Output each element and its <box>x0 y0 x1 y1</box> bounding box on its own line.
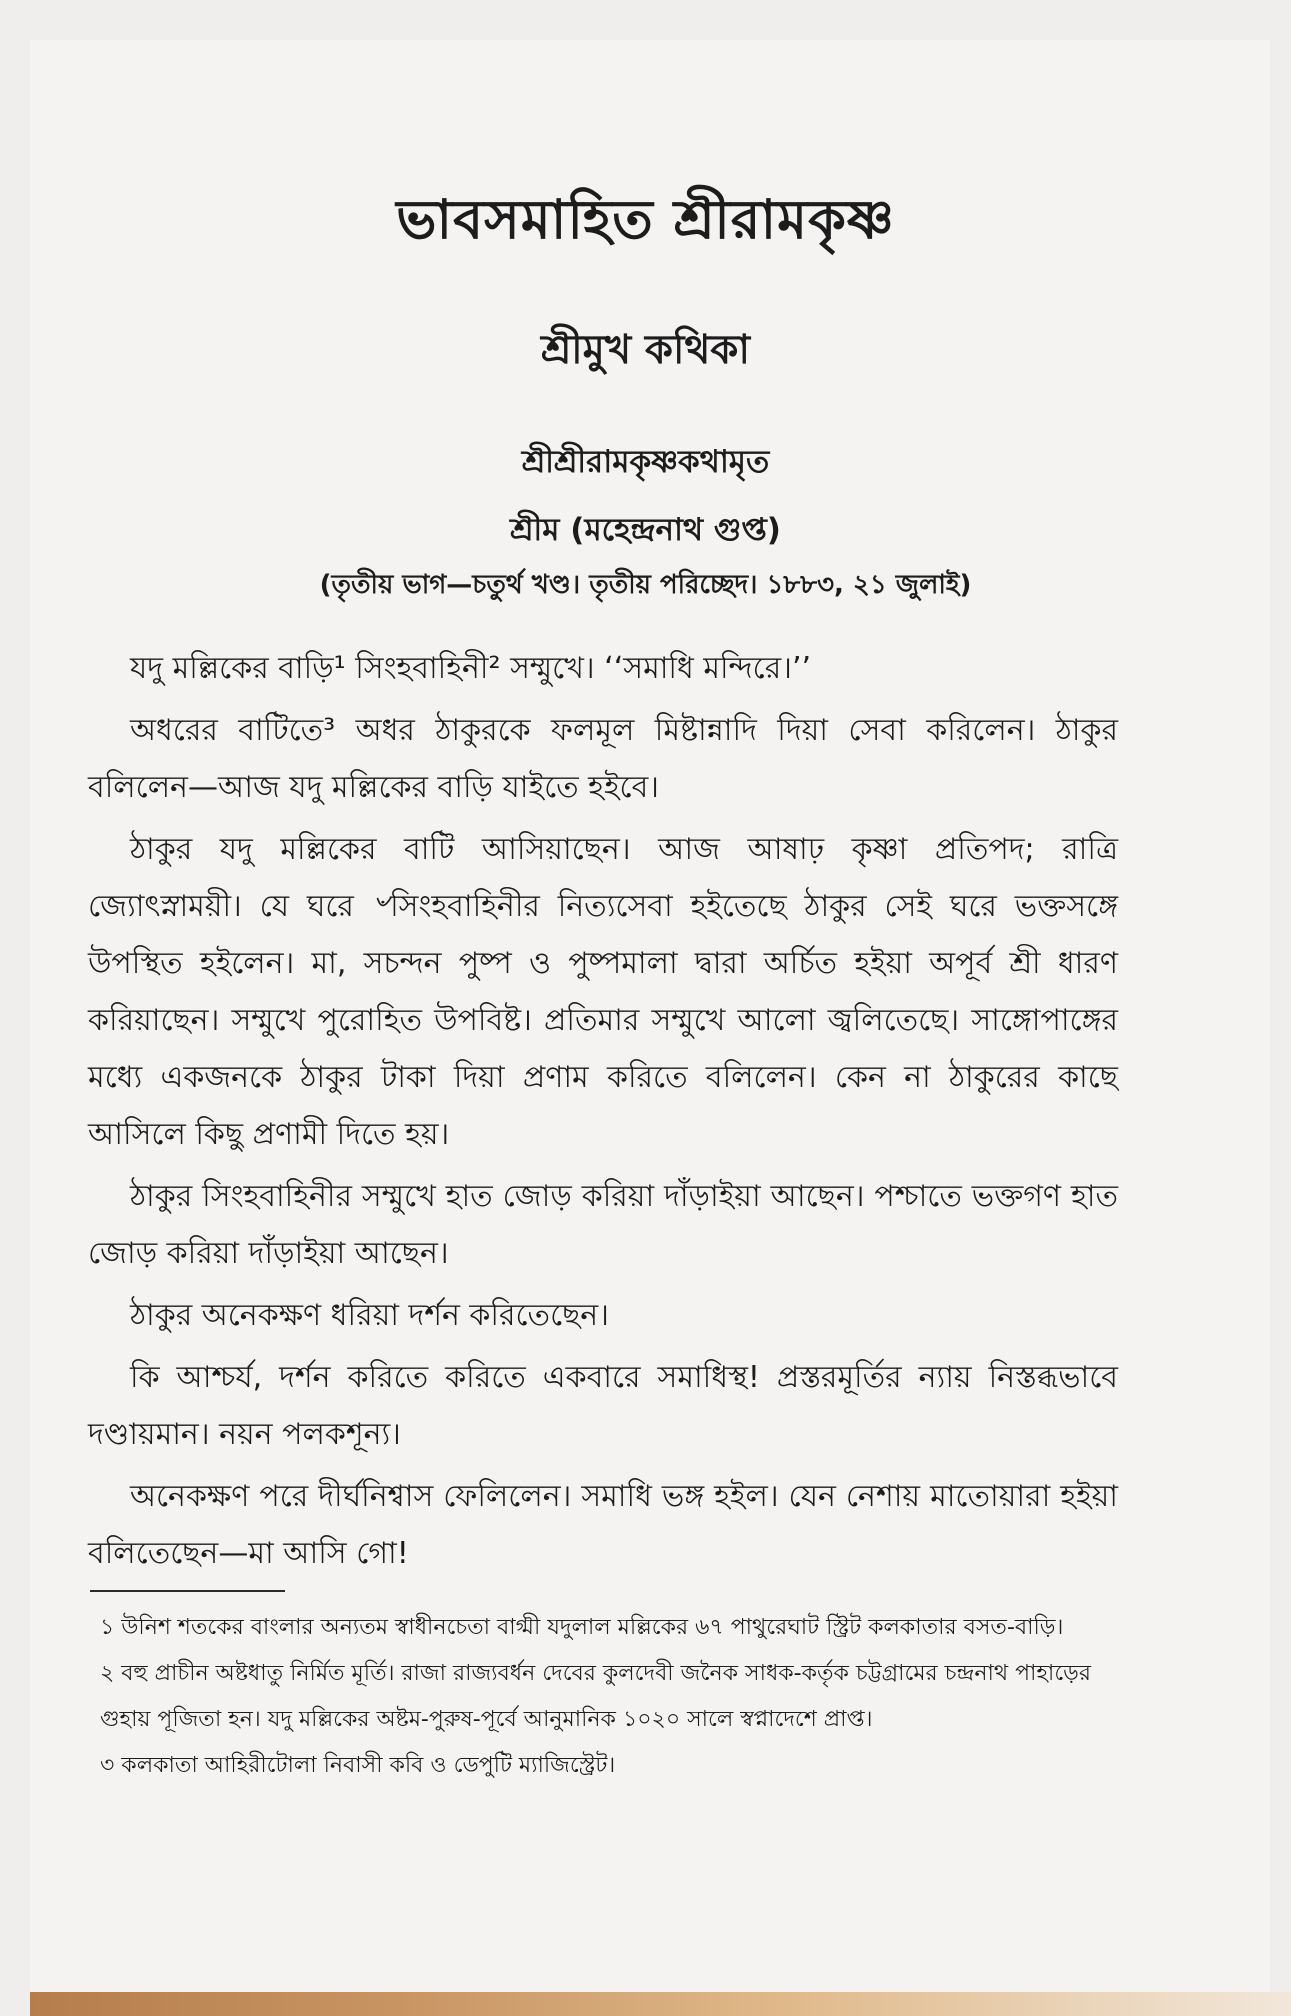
paragraph: অধরের বাটিতে³ অধর ঠাকুরকে ফলমূল মিষ্টান্নাদি দিয়া সেবা করিলেন। ঠাকুর বলিলেন—আজ যদু মল্লিকের বাড়ি যাইতে হইবে। <box>88 713 1118 805</box>
page-subtitle: শ্রীমুখ কথিকা <box>541 327 750 373</box>
footnote: ২ বহু প্রাচীন অষ্টধাতু নির্মিত মূর্তি। রাজা রাজ্যবর্ধন দেবের কুলদেবী জনৈক সাধক-কর্তৃক চট্টগ্রামের চন্দ্রনাথ পাহাড়ের গুহায় পূজিতা হন। যদু মল্লিকের অষ্টম-পুরুষ-পূর্বে আনুমানিক ১০২০ সালে স্বপ্নাদেশে প্রাপ্ত। <box>100 1661 1091 1732</box>
source-book-title: শ্রীশ্রীরামকৃষ্ণকথামৃত <box>521 444 770 480</box>
paragraph: যদু মল্লিকের বাড়ি¹ সিংহবাহিনী² সম্মুখে। ‘‘সমাধি মন্দিরে।’’ <box>130 651 812 686</box>
footnote: ১ উনিশ শতকের বাংলার অন্যতম স্বাধীনচেতা বাগ্মী যদুলাল মল্লিকের ৬৭ পাথুরেঘাট স্ট্রিট কলকাতার বসত-বাড়ি। <box>100 1615 1064 1640</box>
page-edge-strip <box>30 1992 1291 2016</box>
source-author: শ্রীম (মহেন্দ্রনাথ গুপ্ত) <box>510 512 781 548</box>
paragraph: ঠাকুর যদু মল্লিকের বাটি আসিয়াছেন। আজ আষাঢ় কৃষ্ণা প্রতিপদ; রাত্রি জ্যোৎস্নাময়ী। যে ঘরে ৺সিংহবাহিনীর নিত্যসেবা হইতেছে ঠাকুর সেই ঘরে ভক্তসঙ্গে উপস্থিত হইলেন। মা, সচন্দন পুষ্প ও পুষ্পমালা দ্বারা অর্চিত হইয়া অপূর্ব শ্রী ধারণ করিয়াছেন। সম্মুখে পুরোহিত উপবিষ্ট। প্রতিমার সম্মুখে আলো জ্বলিতেছে। সাঙ্গোপাঙ্গের মধ্যে একজনকে ঠাকুর টাকা দিয়া প্রণাম করিতে বলিলেন। কেন না ঠাকুরের কাছে আসিলে কিছু প্রণামী দিতে হয়। <box>88 832 1118 1152</box>
page-title: ভাবসমাহিত শ্রীরামকৃষ্ণ <box>396 188 895 251</box>
footnotes <box>100 1605 1140 1789</box>
paragraph: ঠাকুর সিংহবাহিনীর সম্মুখে হাত জোড় করিয়া দাঁড়াইয়া আছেন। পশ্চাতে ভক্তগণ হাত জোড় করিয়া দাঁড়াইয়া আছেন। <box>88 1179 1118 1271</box>
footnote: ৩ কলকাতা আহিরীটোলা নিবাসী কবি ও ডেপুটি ম্যাজিস্ট্রেট। <box>100 1753 616 1778</box>
paragraph: ঠাকুর অনেকক্ষণ ধরিয়া দর্শন করিতেছেন। <box>130 1298 609 1333</box>
body-text <box>88 640 1118 1587</box>
paragraph: কি আশ্চর্য, দর্শন করিতে করিতে একবারে সমাধিস্থ! প্রস্তরমূর্তির ন্যায় নিস্তব্ধভাবে দণ্ডায়মান। নয়ন পলকশূন্য। <box>88 1360 1118 1452</box>
footnote-divider <box>90 1590 285 1592</box>
source-reference: (তৃতীয় ভাগ—চতুর্থ খণ্ড। তৃতীয় পরিচ্ছেদ। ১৮৮৩, ২১ জুলাই) <box>319 570 972 600</box>
paragraph: অনেকক্ষণ পরে দীর্ঘনিশ্বাস ফেলিলেন। সমাধি ভঙ্গ হইল। যেন নেশায় মাতোয়ারা হইয়া বলিতেছেন—মা আসি গো! <box>88 1479 1118 1571</box>
